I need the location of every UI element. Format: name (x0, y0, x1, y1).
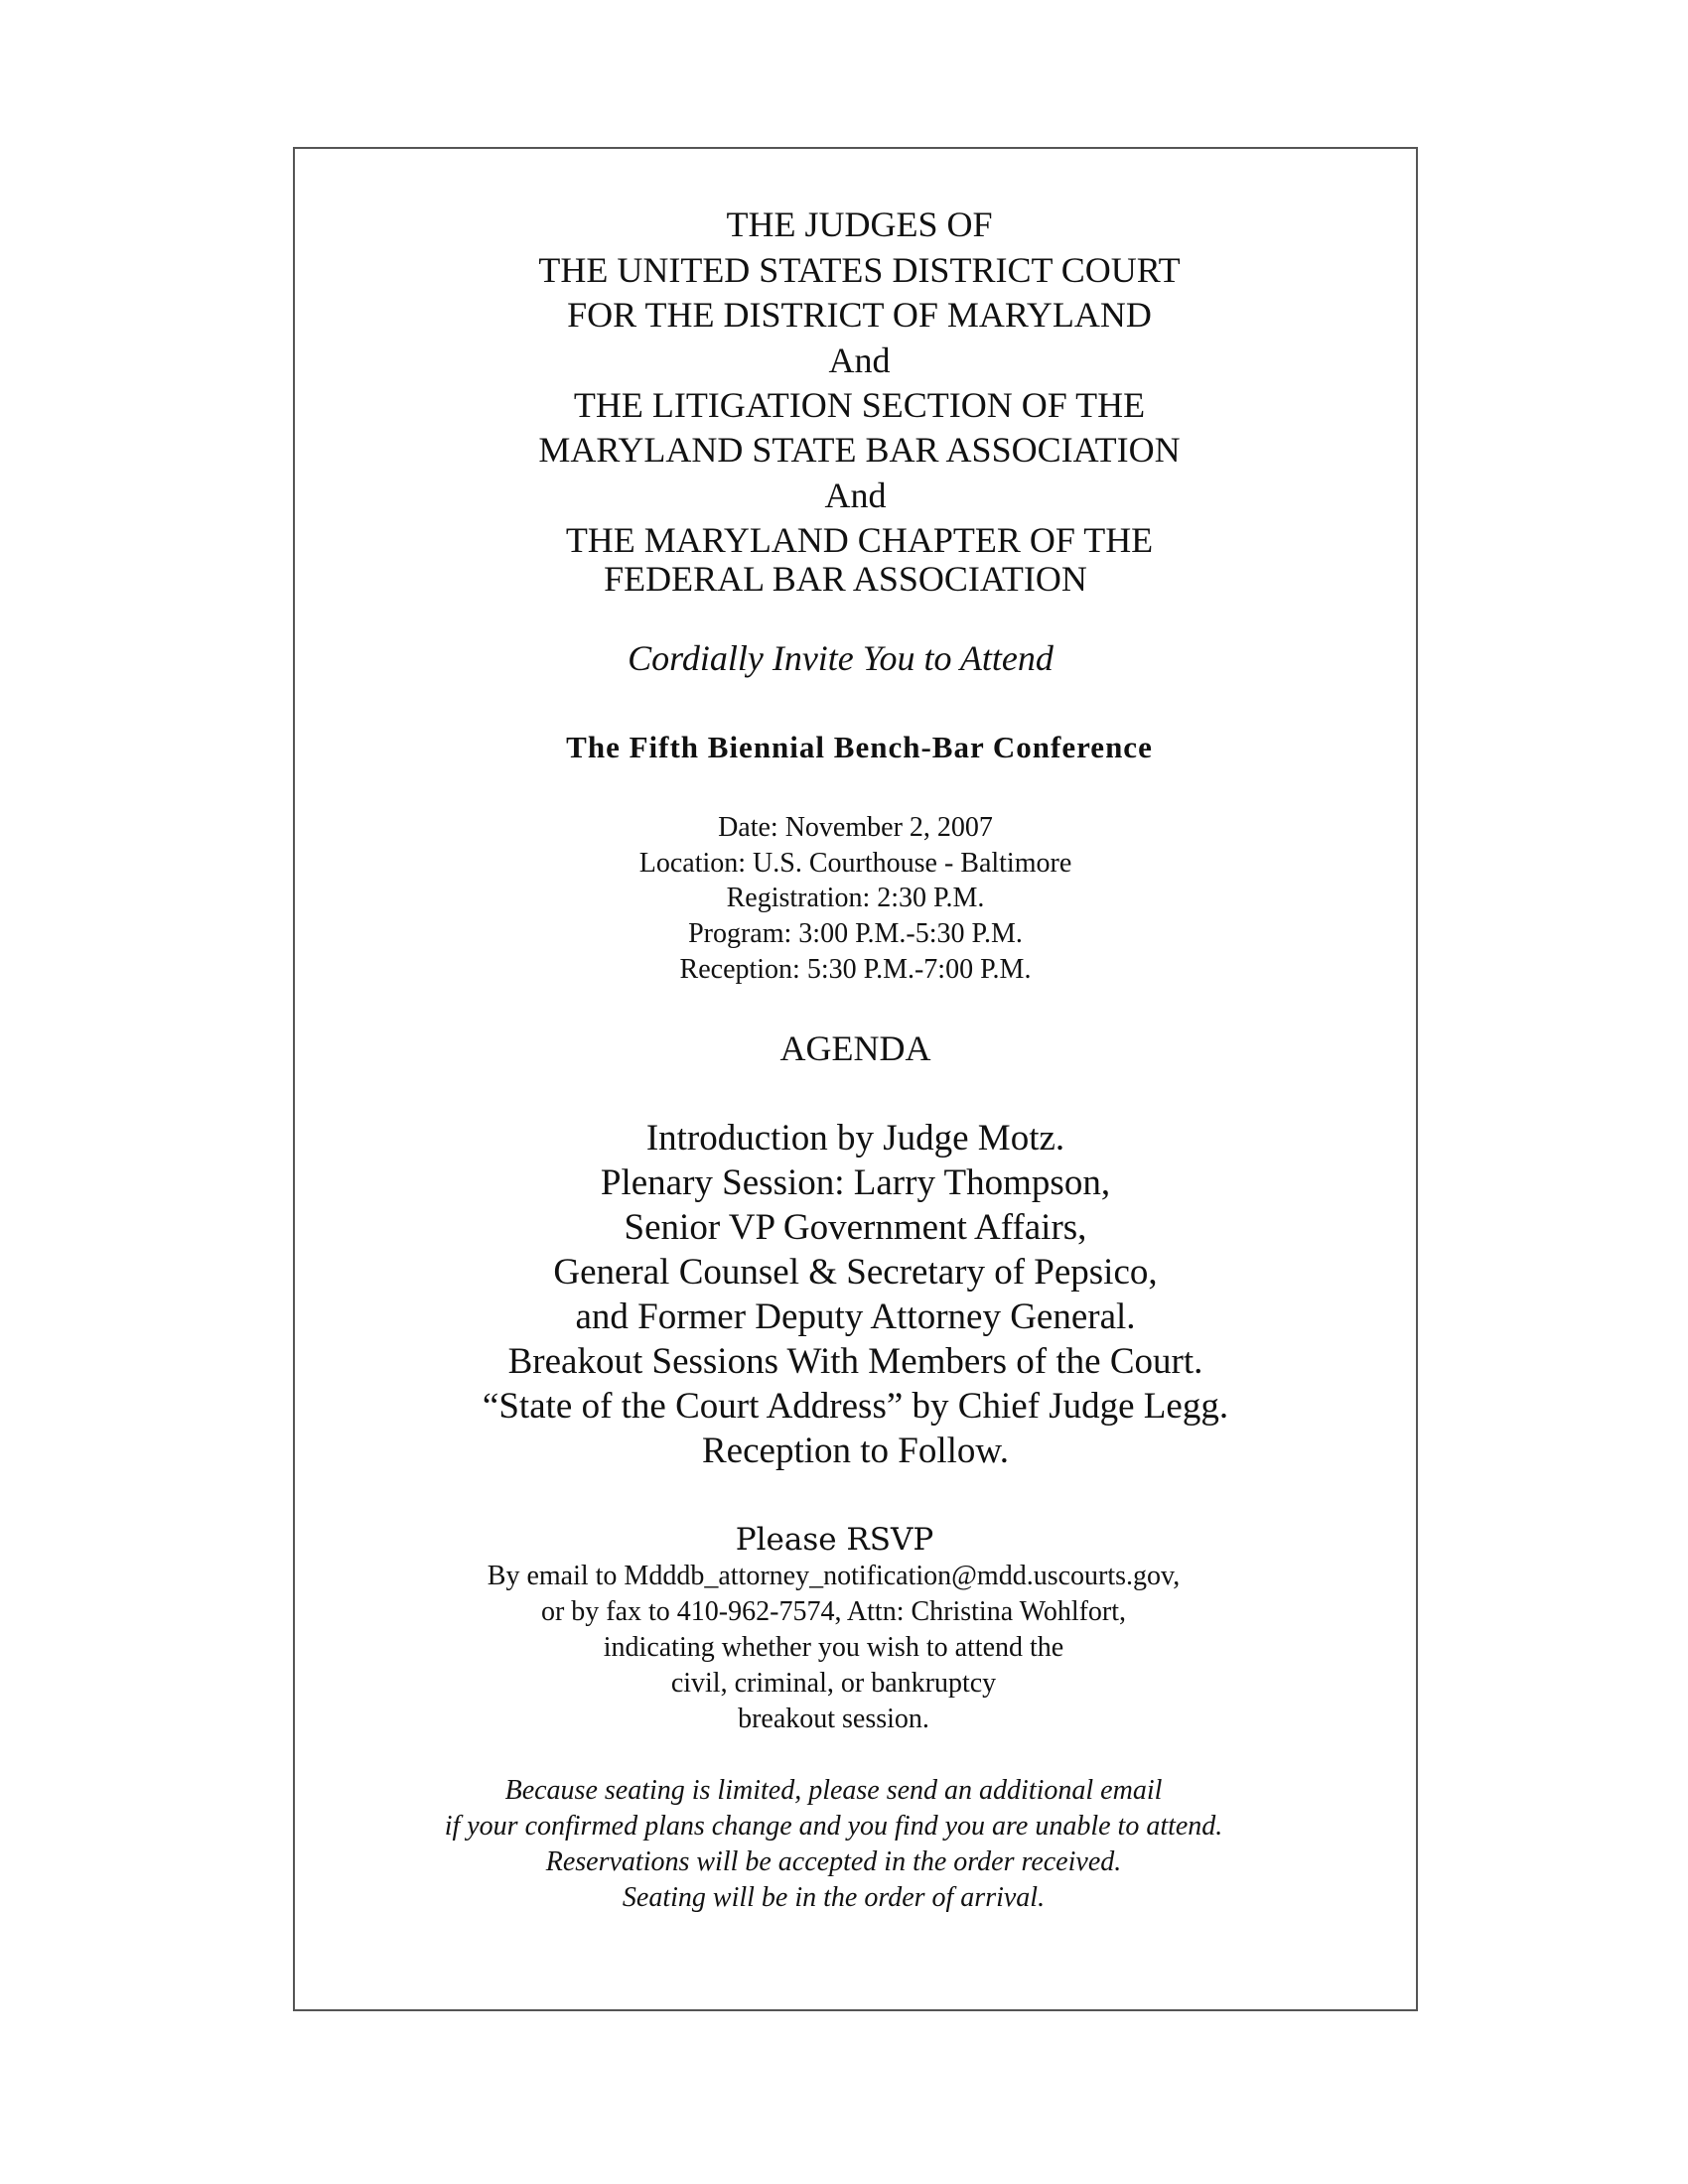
program-line: Program: 3:00 P.M.-5:30 P.M. (688, 918, 1023, 949)
agenda-item: and Former Deputy Attorney General. (575, 1297, 1136, 1337)
rsvp-line: or by fax to 410-962-7574, Attn: Christina Wohlfort, (540, 1596, 1127, 1627)
agenda-title: AGENDA (779, 1028, 931, 1068)
seating-note-line: if your confirmed plans change and you find you are unable to attend. (444, 1811, 1223, 1842)
invite-line: Cordially Invite You to Attend (628, 638, 1054, 678)
agenda-item: “State of the Court Address” by Chief Judge Legg. (482, 1386, 1229, 1427)
registration-line: Registration: 2:30 P.M. (726, 883, 985, 913)
agenda-item: Reception to Follow. (702, 1431, 1009, 1471)
header-line: THE UNITED STATES DISTRICT COURT (538, 250, 1181, 290)
date-line: Date: November 2, 2007 (718, 812, 993, 843)
conference-title: The Fifth Biennial Bench-Bar Conference (566, 730, 1153, 764)
header-line: MARYLAND STATE BAR ASSOCIATION (538, 430, 1181, 470)
rsvp-line: civil, criminal, or bankruptcy (670, 1668, 997, 1699)
header-line: THE MARYLAND CHAPTER OF THE (565, 520, 1154, 560)
agenda-item: Plenary Session: Larry Thompson, (600, 1162, 1111, 1203)
agenda-item: Breakout Sessions With Members of the Court. (507, 1341, 1203, 1382)
agenda-item: Senior VP Government Affairs, (624, 1207, 1087, 1248)
header-line: THE JUDGES OF (726, 205, 993, 244)
rsvp-line: breakout session. (738, 1704, 929, 1734)
seating-note-line: Because seating is limited, please send an additional email (504, 1775, 1163, 1806)
agenda-item: Introduction by Judge Motz. (645, 1118, 1065, 1159)
location-line: Location: U.S. Courthouse - Baltimore (638, 848, 1072, 879)
seating-note-line: Reservations will be accepted in the order received. (545, 1846, 1122, 1877)
reception-line: Reception: 5:30 P.M.-7:00 P.M. (679, 954, 1032, 985)
agenda-item: General Counsel & Secretary of Pepsico, (553, 1252, 1158, 1293)
rsvp-line: indicating whether you wish to attend the (603, 1632, 1064, 1663)
seating-note-line: Seating will be in the order of arrival. (622, 1882, 1046, 1913)
invitation-frame (293, 147, 1418, 2011)
header-line: FOR THE DISTRICT OF MARYLAND (567, 295, 1152, 335)
rsvp-title: Please RSVP (735, 1522, 934, 1558)
header-line: FEDERAL BAR ASSOCIATION (604, 559, 1087, 599)
header-line: THE LITIGATION SECTION OF THE (573, 385, 1146, 425)
header-line: And (824, 476, 887, 515)
rsvp-line: By email to Mdddb_attorney_notification@mdd.uscourts.gov, (487, 1561, 1181, 1591)
header-line: And (828, 341, 891, 380)
